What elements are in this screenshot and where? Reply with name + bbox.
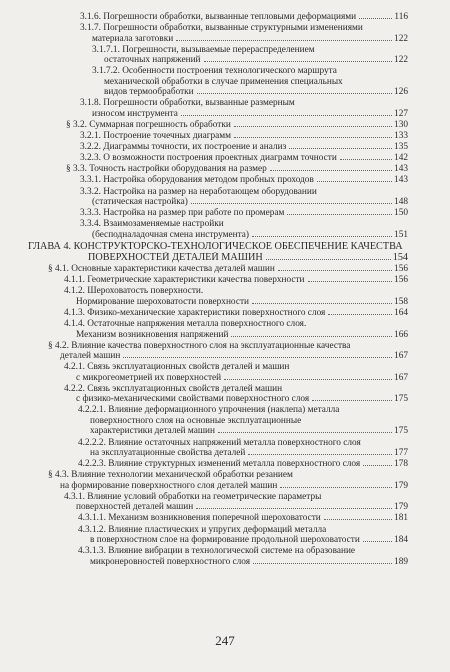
toc-entry-title: (бесподналадочная смена инструмента) xyxy=(92,229,249,240)
toc-page-number: 150 xyxy=(394,208,408,219)
toc-entry-title: материала заготовки xyxy=(92,33,174,44)
toc-entry-title: 4.1.3. Физико-механические характеристики поверхностного слоя xyxy=(64,308,326,318)
toc-entry-title: в поверхностном слое на формирование продольной шероховатости xyxy=(90,535,360,546)
toc-page-number: 143 xyxy=(394,175,408,186)
dot-leader xyxy=(234,137,392,138)
toc-entry-title: с микрогеометрией их поверхностей xyxy=(76,372,222,383)
toc-entry-title: 3.1.7.1. Погрешности, вызываемые перераспределением xyxy=(92,44,315,55)
toc-entry xyxy=(0,384,450,405)
toc-entry-title: (статическая настройка) xyxy=(92,197,188,208)
toc-entry-title: § 4.2. Влияние качества поверхностного слоя на эксплуатационные качества xyxy=(48,340,351,351)
toc-page-number: 154 xyxy=(392,252,408,264)
toc-page-number: 166 xyxy=(394,329,408,340)
toc-entry-title: износом инструмента xyxy=(92,108,178,119)
toc-entry xyxy=(0,219,450,240)
toc-page-number: 127 xyxy=(394,108,408,119)
toc-entry xyxy=(0,319,450,340)
toc-entry xyxy=(0,546,450,567)
toc-entry-title: 4.2.2.2. Влияние остаточных напряжений металла поверхностного слоя xyxy=(78,437,361,448)
dot-leader xyxy=(287,214,392,215)
dot-leader xyxy=(123,357,392,358)
page-number: 247 xyxy=(215,633,235,648)
table-of-contents xyxy=(0,12,450,568)
dot-leader xyxy=(234,126,392,127)
toc-entry-title: 3.3.3. Настройка на размер при работе по промерам xyxy=(80,208,285,219)
toc-entry-title: 3.2.3. О возможности построения проектных диаграмм точности xyxy=(80,153,337,164)
toc-page-number: 143 xyxy=(394,164,408,175)
toc-entry-title: 4.1.1. Геометрические характеристики качества поверхности xyxy=(64,275,305,286)
dot-leader xyxy=(204,61,392,62)
dot-leader xyxy=(340,159,392,160)
dot-leader xyxy=(280,487,392,488)
toc-entry-title: 3.2.1. Построение точечных диаграмм xyxy=(80,131,232,142)
toc-entry-title: механической обработки в случае применения специальных xyxy=(104,76,343,87)
toc-entry-title: 4.3.1.1. Механизм возникновения поперечной шероховатости xyxy=(78,513,321,524)
toc-entry xyxy=(0,470,450,491)
toc-entry-title: на эксплуатационные свойства деталей xyxy=(90,448,246,459)
toc-entry xyxy=(0,308,450,319)
dot-leader xyxy=(252,303,392,304)
dot-leader xyxy=(270,170,392,171)
toc-entry-title: на формирование поверхностного слоя деталей машин xyxy=(60,480,278,491)
toc-entry-title: ПОВЕРХНОСТЕЙ ДЕТАЛЕЙ МАШИН xyxy=(88,252,263,264)
toc-entry-title: 3.1.6. Погрешности обработки, вызванные тепловыми деформациями xyxy=(80,12,357,22)
dot-leader xyxy=(359,18,392,19)
toc-page-number: 156 xyxy=(394,264,408,275)
dot-leader xyxy=(317,181,392,182)
toc-entry-title: 3.1.7.2. Особенности построения технологического маршрута xyxy=(92,66,337,77)
toc-page-number: 177 xyxy=(394,448,408,459)
toc-entry-title: 4.3.1. Влияние условий обработки на геометрические параметры xyxy=(64,491,322,502)
toc-entry-title: § 4.3. Влияние технологии механической обработки резанием xyxy=(48,470,293,481)
toc-entry xyxy=(0,513,450,524)
toc-entry-title: Нормирование шероховатости поверхности xyxy=(76,296,249,307)
toc-entry xyxy=(0,208,450,219)
toc-entry xyxy=(0,187,450,208)
toc-entry xyxy=(0,264,450,275)
toc-entry xyxy=(0,405,450,437)
toc-entry xyxy=(0,131,450,142)
toc-entry xyxy=(0,23,450,44)
toc-entry xyxy=(0,459,450,470)
toc-entry-title: ГЛАВА 4. КОНСТРУКТОРСКО-ТЕХНОЛОГИЧЕСКОЕ ОБЕСПЕЧЕНИЕ КАЧЕСТВА xyxy=(28,240,403,252)
toc-page-number: 164 xyxy=(394,308,408,318)
toc-page-number: 179 xyxy=(394,502,408,513)
toc-entry xyxy=(0,66,450,98)
dot-leader xyxy=(363,541,392,542)
toc-page-number: 181 xyxy=(394,513,408,524)
toc-entry xyxy=(0,286,450,307)
toc-entry xyxy=(0,164,450,175)
dot-leader xyxy=(253,563,392,564)
toc-page-number: 126 xyxy=(394,87,408,98)
toc-entry xyxy=(0,438,450,459)
toc-page-number: 178 xyxy=(394,459,408,470)
dot-leader xyxy=(324,519,392,520)
toc-entry-title: поверхностного слоя на основные эксплуатационные xyxy=(90,415,302,426)
toc-entry xyxy=(0,275,450,286)
toc-page-number: 135 xyxy=(394,142,408,153)
toc-entry xyxy=(0,525,450,546)
dot-leader xyxy=(312,400,392,401)
toc-entry-title: остаточных напряжений xyxy=(104,55,201,66)
toc-entry-title: 3.3.1. Настройка оборудования методом пробных проходов xyxy=(80,175,314,186)
toc-page-number: 175 xyxy=(394,426,408,437)
dot-leader xyxy=(191,203,392,204)
toc-entry-title: характеристики деталей машин xyxy=(90,426,215,437)
toc-entry-title: § 3.2. Суммарная погрешность обработки xyxy=(66,119,231,130)
dot-leader xyxy=(328,314,392,315)
toc-entry-title: 3.2.2. Диаграммы точности, их построение и анализ xyxy=(80,142,287,153)
toc-entry-title: деталей машин xyxy=(60,351,121,362)
toc-entry-title: 3.3.4. Взаимозаменяемые настройки xyxy=(80,219,224,230)
dot-leader xyxy=(197,93,392,94)
toc-page-number: 167 xyxy=(394,372,408,383)
toc-page-number: 175 xyxy=(394,394,408,405)
toc-page-number: 148 xyxy=(394,197,408,208)
toc-entry-title: с физико-механическими свойствами поверхностного слоя xyxy=(76,394,310,405)
toc-entry-title: § 3.3. Точность настройки оборудования на размер xyxy=(66,164,267,175)
toc-entry xyxy=(0,98,450,119)
dot-leader xyxy=(181,115,392,116)
dot-leader xyxy=(196,508,392,509)
toc-entry-title: видов термообработки xyxy=(104,87,194,98)
toc-entry xyxy=(0,341,450,362)
toc-page-number: 184 xyxy=(394,535,408,546)
dot-leader xyxy=(248,454,392,455)
toc-page-number: 156 xyxy=(394,275,408,286)
dot-leader xyxy=(266,259,391,260)
toc-entry xyxy=(0,492,450,513)
dot-leader xyxy=(224,379,392,380)
toc-page-number: 167 xyxy=(394,351,408,362)
toc-page-number: 158 xyxy=(394,296,408,307)
toc-entry-title: поверхностей деталей машин xyxy=(76,502,194,513)
dot-leader xyxy=(231,336,392,337)
toc-entry xyxy=(0,142,450,153)
toc-page-number: 130 xyxy=(394,119,408,130)
dot-leader xyxy=(363,465,392,466)
toc-entry-title: 3.1.8. Погрешности обработки, вызванные размерным xyxy=(80,98,295,109)
toc-entry-title: § 4.1. Основные характеристики качества деталей машин xyxy=(48,264,275,275)
toc-entry xyxy=(0,362,450,383)
toc-page-number: 122 xyxy=(394,55,408,66)
toc-entry xyxy=(0,153,450,164)
dot-leader xyxy=(176,40,392,41)
dot-leader xyxy=(289,148,392,149)
toc-entry-title: 4.3.1.2. Влияние пластических и упругих деформаций металла xyxy=(78,524,327,535)
toc-page-number: 133 xyxy=(394,131,408,142)
toc-page-number: 122 xyxy=(394,33,408,44)
toc-entry-title: микронеровностей поверхностного слоя xyxy=(90,556,251,567)
toc-entry xyxy=(0,175,450,186)
toc-page-number: 142 xyxy=(394,153,408,164)
toc-entry xyxy=(0,12,450,23)
dot-leader xyxy=(278,270,392,271)
toc-entry-title: 4.1.4. Остаточные напряжения металла поверхностного слоя. xyxy=(64,319,307,330)
toc-entry-title: 3.1.7. Погрешности обработки, вызванные структурными изменениями xyxy=(80,23,363,34)
toc-entry-title: Механизм возникновения напряжений xyxy=(76,329,229,340)
toc-page-number: 151 xyxy=(394,229,408,240)
toc-entry-title: 3.3.2. Настройка на размер на неработающем оборудовании xyxy=(80,186,317,197)
dot-leader xyxy=(218,432,392,433)
dot-leader xyxy=(308,281,392,282)
toc-entry xyxy=(0,45,450,66)
toc-page-number: 116 xyxy=(394,12,408,22)
toc-entry-title: 4.2.1. Связь эксплуатационных свойств деталей и машин xyxy=(64,362,290,373)
toc-entry xyxy=(0,120,450,131)
toc-entry-title: 4.1.2. Шероховатость поверхности. xyxy=(64,286,204,297)
toc-entry-title: 4.2.2.1. Влияние деформационного упрочнения (наклепа) металла xyxy=(78,405,340,416)
toc-entry-title: 4.3.1.3. Влияние вибрации в технологической системе на образование xyxy=(78,546,356,557)
toc-page-number: 189 xyxy=(394,556,408,567)
toc-entry-title: 4.2.2. Связь эксплуатационных свойств деталей машин xyxy=(64,383,283,394)
toc-entry-title: 4.2.2.3. Влияние структурных изменений металла поверхностного слоя xyxy=(78,459,361,470)
dot-leader xyxy=(252,236,392,237)
toc-page-number: 179 xyxy=(394,480,408,491)
toc-chapter xyxy=(0,241,450,264)
